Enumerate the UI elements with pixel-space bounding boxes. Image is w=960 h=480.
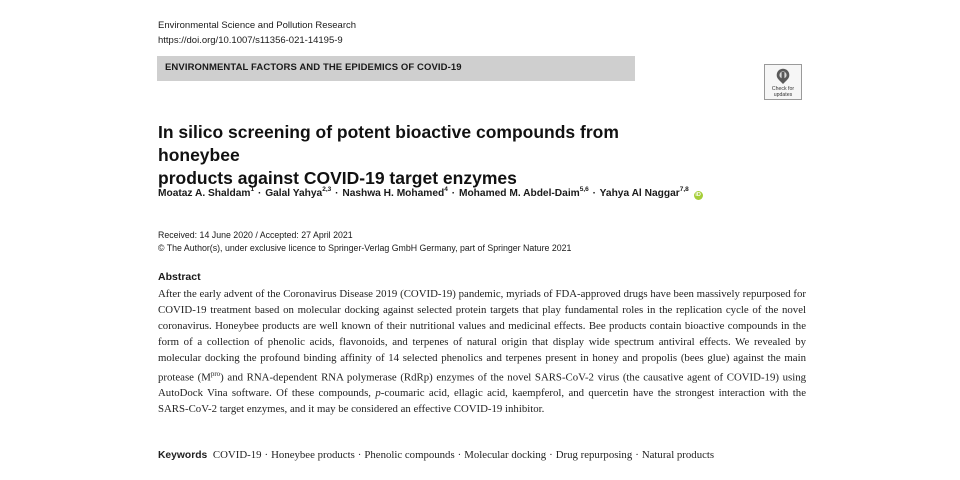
keyword: COVID-19 <box>212 449 262 461</box>
abstract-heading: Abstract <box>158 271 201 283</box>
crossmark-icon <box>776 68 790 84</box>
keyword: Phenolic compounds <box>364 449 455 461</box>
title-line-2: products against COVID-19 target enzymes <box>158 168 517 188</box>
keyword-separator: · <box>264 449 269 461</box>
keyword-separator: · <box>549 449 553 461</box>
keyword-separator: · <box>457 449 462 461</box>
author-separator: · <box>592 188 597 199</box>
section-bar <box>157 56 635 81</box>
author-name[interactable]: Nashwa H. Mohamed <box>342 188 445 199</box>
doi-link[interactable]: https://doi.org/10.1007/s11356-021-14195-9 <box>158 35 343 46</box>
author-affiliation: 5,6 <box>579 186 589 193</box>
orcid-icon[interactable]: iD <box>695 192 701 198</box>
keyword-separator: · <box>357 449 362 461</box>
crossmark-text: Check for updates <box>771 86 795 98</box>
journal-header <box>158 18 356 48</box>
section-label: ENVIRONMENTAL FACTORS AND THE EPIDEMICS OF COVID-19 <box>165 62 462 73</box>
author-affiliation: 2,3 <box>322 186 332 193</box>
abstract-body: After the early advent of the Coronavirus Disease 2019 (COVID-19) pandemic, myriads of FDA-approved drugs have been massively repurposed for COVID-19 treatment based on molecular docking against selected protein targets that play fundamental roles in the replication cycle of the novel coronavirus. Honeybee products are well known of their nutritional values and medicinal effects. Bee products contain bioactive compounds in the form of a collection of phenolic acids, flavonoids, and terpenes of natural origin that display wide spectrum antiviral effects. We revealed by molecular docking the profound binding affinity of 14 selected phenolics and terpenes present in honey and propolis (bees glue) against the main protease $(M^{pro})$ and RNA-dependent RNA polymerase (RdRp) enzymes of the novel SARS-CoV-2 virus (the causative agent of COVID-19) using AutoDock Vina software. Of these compounds, p-coumaric acid, ellagic acid, kaempferol, and quercetin have the strongest interaction with the SARS-CoV-2 target enzymes, and it may be considered an effective COVID-19 inhibitor. <box>158 288 806 415</box>
author-separator: · <box>451 188 456 199</box>
publication-info <box>158 229 571 255</box>
copyright-notice: © The Author(s), under exclusive licence to Springer-Verlag GmbH Germany, part of Springer Nature 2021 <box>158 243 572 253</box>
author-affiliation: 4 <box>444 186 448 193</box>
author-name[interactable]: Yahya Al Naggar <box>599 188 680 199</box>
keyword: Molecular docking <box>464 449 547 461</box>
author-name[interactable]: Mohamed M. Abdel-Daim <box>458 188 580 199</box>
keyword: Drug repurposing <box>555 449 633 461</box>
keyword-separator: · <box>635 449 639 461</box>
author-name[interactable]: Galal Yahya <box>265 188 323 199</box>
title-line-1: In silico screening of potent bioactive compounds from honeybee <box>158 122 619 165</box>
author-separator: · <box>335 188 339 199</box>
keywords-label: Keywords <box>158 450 208 461</box>
paper-title <box>158 121 678 190</box>
mpro-superscript: pro <box>210 369 221 378</box>
keyword: Natural products <box>641 449 715 461</box>
author-name[interactable]: Moataz A. Shaldam <box>158 188 251 199</box>
author-list <box>158 186 703 200</box>
check-for-updates-badge[interactable] <box>764 64 802 100</box>
received-accepted-dates: Received: 14 June 2020 / Accepted: 27 April 2021 <box>158 230 353 240</box>
p-italic: p <box>375 387 381 400</box>
journal-name: Environmental Science and Pollution Research <box>158 20 357 31</box>
keyword: Honeybee products <box>271 449 355 461</box>
author-separator: · <box>257 188 262 199</box>
author-affiliation: 1 <box>250 186 255 193</box>
keywords-section <box>158 449 818 461</box>
author-affiliation: 7,8 <box>679 186 689 193</box>
